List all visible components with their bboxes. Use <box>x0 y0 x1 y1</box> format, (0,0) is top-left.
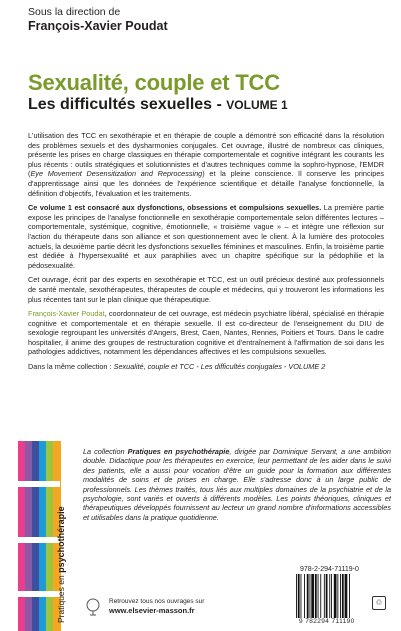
header <box>28 6 388 34</box>
director-name: François-Xavier Poudat <box>28 19 168 33</box>
back-cover-description <box>28 131 384 377</box>
emdr-expansion: Eye Movement Desensitization and Reprocessing <box>30 169 203 179</box>
barcode-bar <box>337 574 338 618</box>
recycle-icon: ♲ <box>372 596 386 610</box>
barcode-bar <box>324 574 325 618</box>
subtitle-text: Les difficultés sexuelles - <box>28 96 227 113</box>
barcode <box>296 574 368 618</box>
barcode-bar <box>342 574 344 618</box>
barcode-bar <box>349 574 350 618</box>
audience-paragraph: Cet ouvrage, écrit par des experts en sexothérapie et TCC, est un outil précieux destiné aux professionnels de santé mentale, sexothérapeutes, thérapeutes de couple et médecins, qui y trouveront les informations les plus récentes tant sur le plan clinique que thérapeutique. <box>28 275 384 304</box>
barcode-bar <box>311 574 314 618</box>
isbn: 978-2-294-71119-0 <box>300 566 359 573</box>
website-link[interactable]: www.elsevier-masson.fr <box>109 606 195 615</box>
collection-text-start: La collection <box>83 447 128 456</box>
collection-title: Pratiques en psychothérapie <box>127 447 230 456</box>
book-title: Sexualité, couple et TCC <box>28 70 280 95</box>
stripe-gap <box>18 537 60 543</box>
barcode-bar <box>334 574 337 618</box>
volume-paragraph <box>28 203 384 270</box>
collection-note <box>28 362 384 372</box>
collection-stripes <box>18 441 60 631</box>
collection-text-end: , dirigée par Dominique Servant, a une ambition double. Didactique pour les thérapeutes en exercice, leur permettant de les aider dans le suivi des patients, elle a aussi pour vocation d'être un guide pour la formation aux différentes modalités de soins et de prises en charge. Elle s'adresse donc à un large public de professionnels. Les thèmes traités, tous liés aux multiples domaines de la psychiatrie et de la psychologie, sont variés et ouverts à différents modèles. Les points théoriques, cliniques et thérapeutiques développés fournissent au lecteur un grand nombre d'informations accessibles et utilisables dans la pratique quotidienne. <box>83 447 391 522</box>
collection-name-bold: psychothérapie <box>56 506 66 573</box>
volume-text: La première partie expose les principes de l'analyse fonctionnelle en sexothérapie comportementale selon différentes lectures – comportementale, systémique, cognitive, émotionnelle, « troisième vague » – et intègre une réflexion sur l'action du thérapeute dans son alliance et son questionnement avec le client. À la lumière des protocoles actuels, la deuxième partie décrit les dysfonctions sexuelles féminines et masculines. Enfin, la troisième partie est dédiée à l'hypersexualité et aux paraphilies avec un chapitre spécifique sur la pédophilie et la pédosexualité. <box>28 203 384 270</box>
related-volume: Sexualité, couple et TCC - Les difficultés conjugales - VOLUME 2 <box>113 362 326 372</box>
elsevier-tree-icon <box>84 598 102 616</box>
author-paragraph <box>28 309 384 357</box>
collection-name-vertical <box>56 443 66 623</box>
barcode-bar <box>298 574 300 618</box>
barcode-bar <box>304 574 305 618</box>
collection-description <box>83 447 391 522</box>
collection-name-light: Pratiques en <box>56 572 66 623</box>
volume-label: VOLUME 1 <box>226 98 288 112</box>
barcode-bar <box>301 574 302 618</box>
intro-text: L'utilisation des TCC en sexothérapie et en thérapie de couple a démontré son efficacité dans la résolution des problèmes sexuels et des dysharmonies conjugales. Cet ouvrage, illustré de nombreux cas cliniques, présente les prises en charge classiques en thérapie comportementale et cognitive intégrant les courants les plus récents : outils stratégiques et solutionnistes et d'autres techniques comme la sophro-hypnose, l'EMDR ( <box>28 131 384 179</box>
barcode-bar <box>345 574 348 618</box>
author-name: François-Xavier Poudat <box>28 309 105 319</box>
barcode-bar <box>331 574 332 618</box>
stripe-gap <box>18 591 60 597</box>
barcode-bar <box>326 574 328 618</box>
volume-lead: Ce volume 1 est consacré aux dysfonctions, obsessions et compulsions sexuelles. <box>28 203 322 213</box>
intro-text-end: ) et la pleine conscience. Il conserve les principes d'apprentissage ainsi que les données de l'expérience scientifique et détaille l'analyse fonctionnelle, la définition d'objectifs, l'évaluation et les traitements. <box>28 169 384 198</box>
stripe-gap <box>18 481 60 487</box>
barcode-bar <box>315 574 317 618</box>
barcode-bar <box>320 574 321 618</box>
barcode-bar <box>329 574 330 618</box>
direction-label: Sous la direction de <box>28 6 121 18</box>
intro-paragraph <box>28 131 384 198</box>
barcode-bar <box>310 574 311 618</box>
website-block <box>109 598 204 615</box>
book-subtitle <box>28 96 288 114</box>
barcode-digits: 9 782294 711190 <box>299 618 355 625</box>
collection-note-label: Dans la même collection : <box>28 362 114 372</box>
website-caption: Retrouvez tous nos ouvrages sur <box>109 598 205 605</box>
barcode-bar <box>318 574 319 618</box>
barcode-bar <box>307 574 309 618</box>
barcode-bar <box>296 574 297 618</box>
barcode-bar <box>340 574 341 618</box>
author-bio: , coordonnateur de cet ouvrage, est médecin psychiatre libéral, spécialisé en thérapie cognitive et comportementale et en thérapie sexuelle. Il est co-directeur de l'enseignement du DIU de sexologie regroupant les universités d'Angers, Brest, Caen, Nantes, Rennes, Poitiers et Tours. Dans le cadre hospitalier, il anime des groupes de restructuration cognitive et d'entraînement à l'affirmation de soi dans les pathologies addictives, notamment les dépendances affectives et les compulsions sexuelles. <box>28 309 384 357</box>
